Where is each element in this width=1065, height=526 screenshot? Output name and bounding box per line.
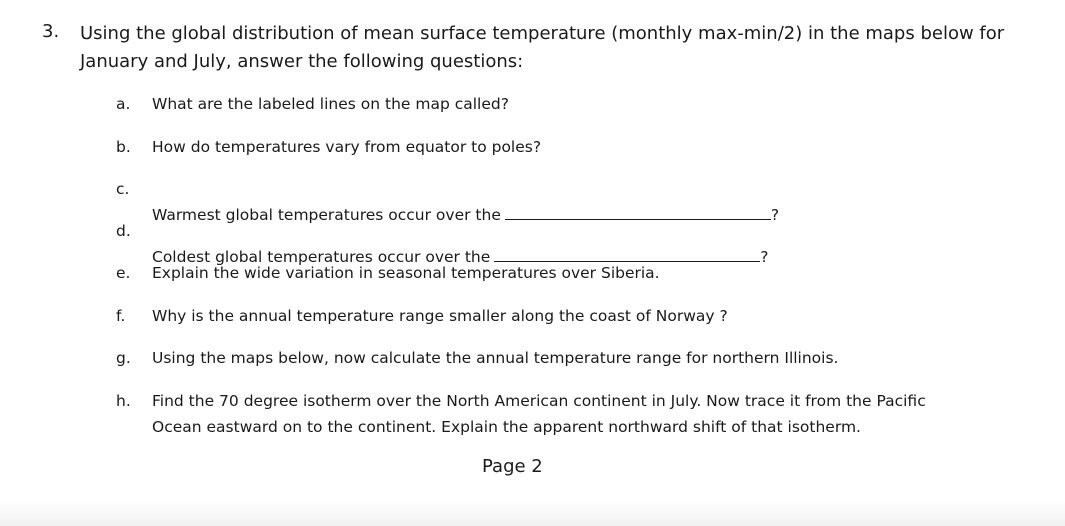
item-letter-f: f. xyxy=(116,307,126,325)
item-suffix-d: ? xyxy=(760,248,769,266)
item-text-f: Why is the annual temperature range smaller along the coast of Norway ? xyxy=(152,307,728,325)
item-text-a: What are the labeled lines on the map called? xyxy=(152,95,509,113)
item-letter-a: a. xyxy=(116,95,131,113)
item-text-c: Warmest global temperatures occur over the xyxy=(152,206,501,224)
item-letter-e: e. xyxy=(116,264,131,282)
item-letter-b: b. xyxy=(116,138,131,156)
item-text-e: Explain the wide variation in seasonal temperatures over Siberia. xyxy=(152,264,660,282)
item-text-h: Find the 70 degree isotherm over the North American continent in July. Now trace it from the Pacific Ocean eastward on to the continent. Explain the apparent northward shift of that isotherm. xyxy=(152,392,926,436)
question-number: 3. xyxy=(42,21,60,42)
item-letter-g: g. xyxy=(116,349,131,367)
page-number: Page 2 xyxy=(482,456,543,477)
page-bottom-edge xyxy=(0,500,1065,526)
item-suffix-c: ? xyxy=(770,206,780,224)
item-letter-d: d. xyxy=(116,222,131,240)
item-letter-c: c. xyxy=(116,180,130,198)
question-prompt: Using the global distribution of mean surface temperature (monthly max-min/2) in the maps below for January and July, answer the following questions: xyxy=(80,23,1005,72)
item-text-b: How do temperatures vary from equator to poles? xyxy=(152,138,542,156)
item-text-d: Coldest global temperatures occur over the xyxy=(152,248,491,266)
item-letter-h: h. xyxy=(116,392,131,410)
item-text-g: Using the maps below, now calculate the annual temperature range for northern Illinois. xyxy=(152,349,839,367)
